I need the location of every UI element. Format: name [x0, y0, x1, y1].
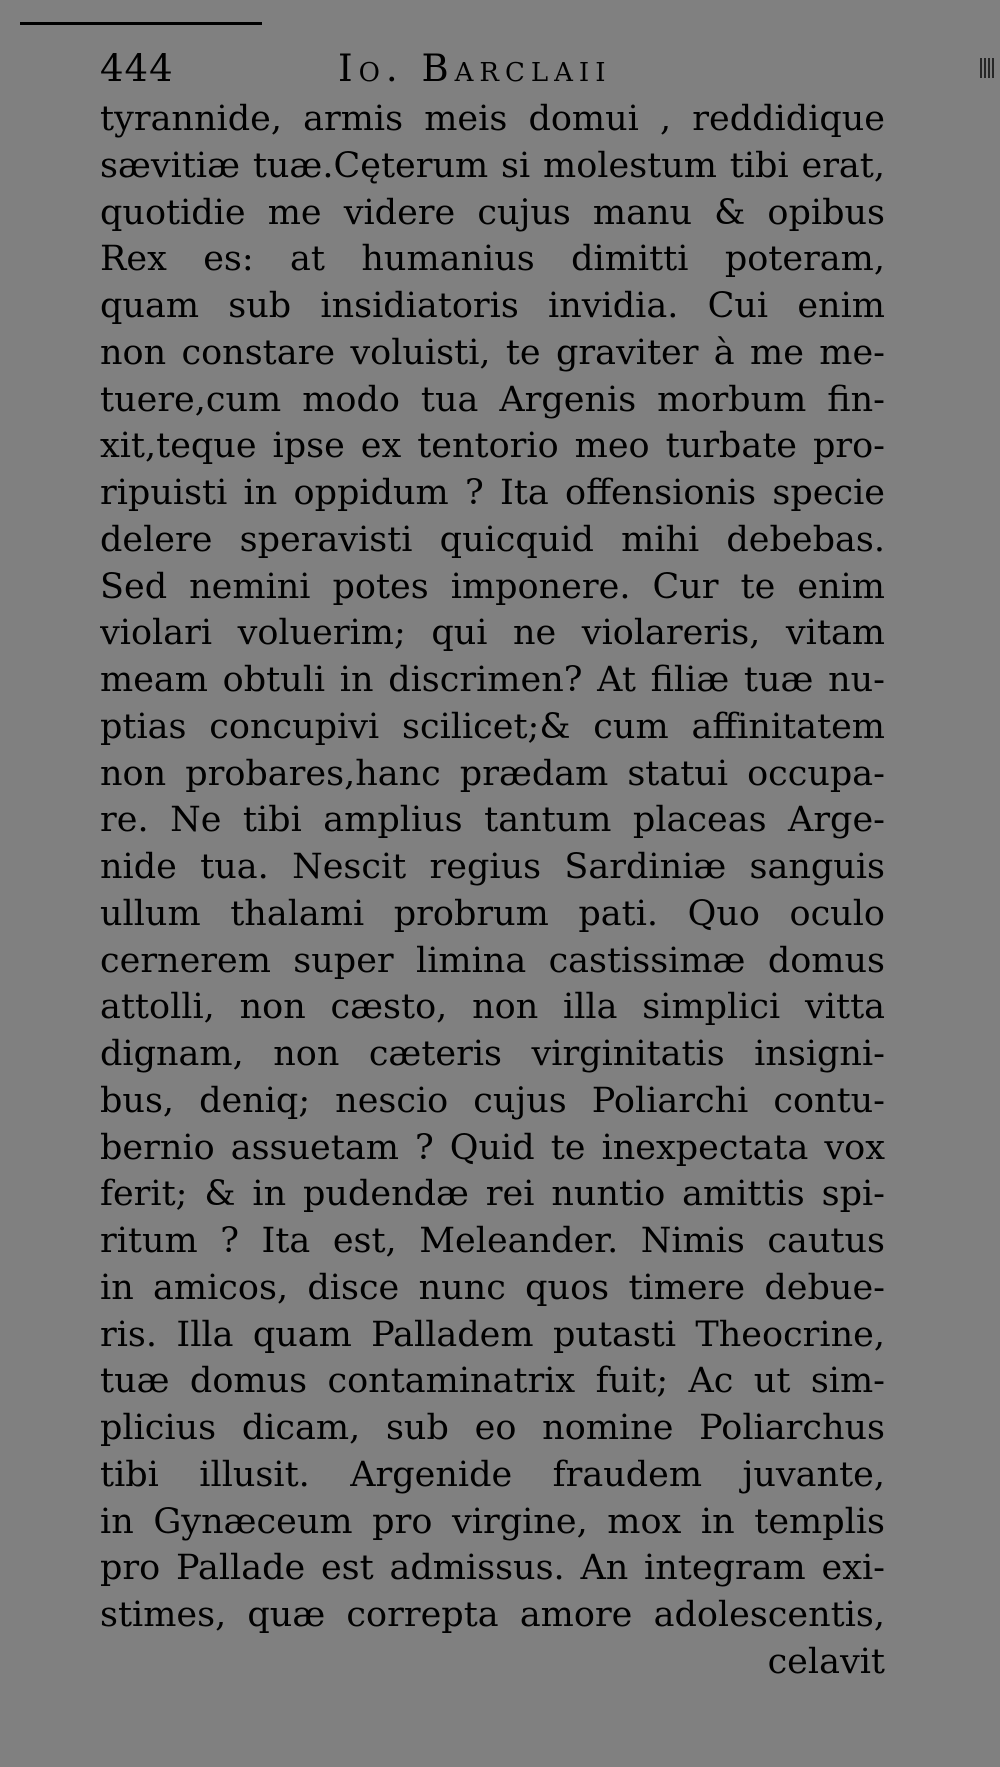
text-line: quam sub insidiatoris invidia. Cui enim: [100, 286, 885, 326]
text-line: in Gynæceum pro virgine, mox in templis: [100, 1501, 885, 1542]
text-line: Rex es: at humanius dimitti poteram,: [100, 239, 885, 280]
text-line: pro Pallade est admissus. An integram exi-: [100, 1548, 885, 1589]
text-line: in amicos, disce nunc quos timere debue-: [100, 1267, 885, 1308]
text-line: ferit; & in pudendæ rei nuntio amittis spi-: [100, 1174, 885, 1215]
text-line: tyrannide, armis meis domui , reddidique: [100, 99, 885, 139]
page-number: 444: [100, 47, 174, 90]
text-line: bus, deniq; nescio cujus Poliarchi contu-: [100, 1080, 885, 1121]
text-line: ris. Illa quam Palladem putasti Theocrine,: [100, 1314, 885, 1355]
text-line: tibi illusit. Argenide fraudem juvante,: [100, 1454, 885, 1495]
text-line: dignam, non cæteris virginitatis insigni-: [100, 1034, 885, 1074]
text-line: plicius dicam, sub eo nomine Poliarchus: [100, 1408, 885, 1448]
text-line: delere speravisti quicquid mihi debebas.: [100, 519, 885, 560]
text-line: ripuisti in oppidum ? Ita offensionis specie: [100, 473, 885, 513]
text-line: tuæ domus contaminatrix fuit; Ac ut sim-: [100, 1361, 885, 1402]
text-line: re. Ne tibi amplius tantum placeas Arge-: [100, 800, 885, 841]
text-line: non probares,hanc prædam statui occupa-: [100, 753, 885, 794]
text-line: quotidie me videre cujus manu & opibus: [100, 192, 885, 233]
margin-specks: [980, 58, 994, 78]
running-head: Io. Barclaii: [338, 47, 612, 90]
text-line: violari voluerim; qui ne violareris, vitam: [100, 613, 885, 654]
text-line: sævitiæ tuæ.Cęterum si molestum tibi erat,: [100, 145, 885, 186]
text-line: xit,teque ipse ex tentorio meo turbate pro-: [100, 426, 885, 467]
text-line: stimes, quæ correpta amore adolescentis,: [100, 1595, 885, 1635]
text-line: attolli, non cæsto, non illa simplici vitta: [100, 987, 885, 1028]
text-line: cernerem super limina castissimæ domus: [100, 940, 885, 981]
text-line: Sed nemini potes imponere. Cur te enim: [100, 566, 885, 607]
text-line: ptias concupivi scilicet;& cum affinitatem: [100, 706, 885, 747]
text-line: ullum thalami probrum pati. Quo oculo: [100, 893, 885, 934]
text-line: bernio assuetam ? Quid te inexpectata vox: [100, 1127, 885, 1168]
text-line: tuere,cum modo tua Argenis morbum fin-: [100, 379, 885, 420]
text-line: non constare voluisti, te graviter à me me-: [100, 332, 885, 373]
page-header: [100, 44, 900, 94]
body-text: [100, 96, 890, 1686]
top-rule: [20, 22, 262, 25]
text-line: ritum ? Ita est, Meleander. Nimis cautus: [100, 1221, 885, 1261]
text-line: meam obtuli in discrimen? At filiæ tuæ nu-: [100, 660, 885, 700]
text-line: nide tua. Nescit regius Sardiniæ sanguis: [100, 847, 885, 887]
catchword: celavit: [767, 1641, 885, 1682]
